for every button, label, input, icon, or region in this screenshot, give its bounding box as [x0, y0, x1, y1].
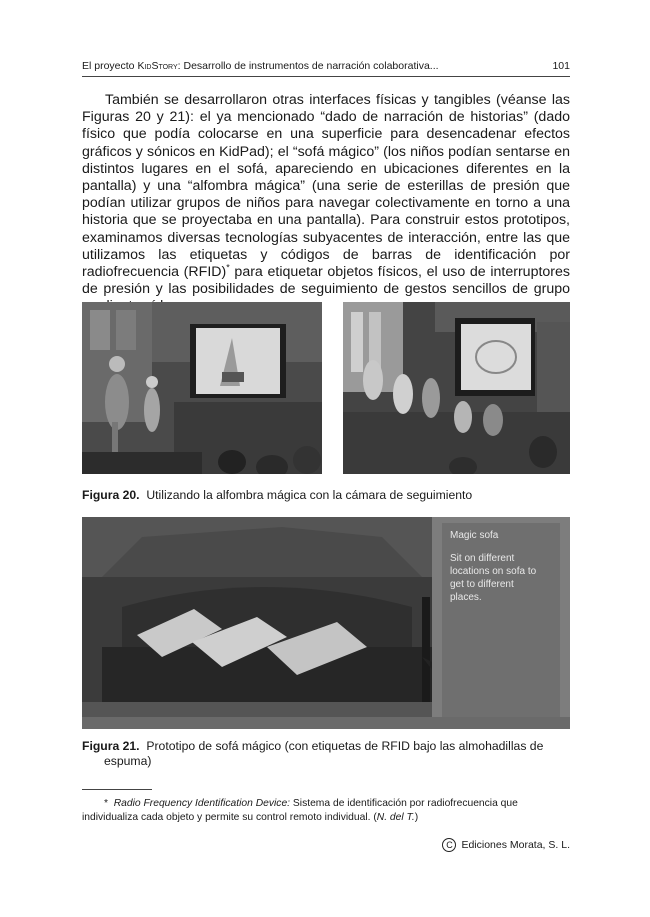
sign-title: Magic sofa [450, 530, 499, 541]
header-rule [82, 76, 570, 77]
footnote-mark: * [104, 798, 109, 809]
copyright-icon: C [442, 838, 456, 852]
figure-20-right-photo [343, 302, 570, 474]
figure-20-caption-text: Utilizando la alfombra mágica con la cámara de seguimiento [146, 488, 473, 502]
footnote: * Radio Frequency Identification Device: Sistema de identificación por radiofrecuencia que individualiza cada objeto y permite su control remoto individual. (N. del T.) [82, 798, 518, 823]
footnote-reference[interactable]: * [226, 262, 230, 273]
publisher-name: Ediciones Morata, S. L. [461, 839, 570, 851]
footnote-rule [82, 789, 152, 790]
figure-20-label: Figura 20. [82, 488, 140, 502]
figure-20-caption [82, 488, 570, 503]
figure-21-label: Figura 21. [82, 739, 140, 753]
running-title: El proyecto KidStory: Desarrollo de instrumentos de narración colaborativa... [82, 60, 439, 72]
running-head [82, 60, 570, 72]
figure-21-caption-line2: espuma) [104, 754, 152, 768]
body-paragraph: También se desarrollaron otras interfaces físicas y tangibles (véanse las Figuras 20 y 21): el ya mencionado “dado de narración de historias” (dado físico que podía colocarse en una superficie para desencadenar efectos gráficos y sónicos en KidPad); el “sofá mágico” (los niños podían sentarse en distintos lugares en el sofá, apareciendo en ubicaciones diferentes en la pantalla) y una “alfombra mágica” (una serie de esterillas de presión que podían utilizar grupos de niños para navegar colectivamente en torno a una historia que se proyectaba en una pantalla). Para construir estos prototipos, examinamos diversas tecnologías subyacentes de interacción, entre las que utilizamos las etiquetas y códigos de barras de identificación por radiofrecuencia (RFID)* para etiquetar objetos físicos, el uso de interruptores de presión y las posibilidades de seguimiento de gestos sencillos de grupo [82, 92, 570, 298]
figure-21-photo [82, 517, 570, 729]
figure-21-caption [82, 739, 570, 769]
sign-body: Sit on different locations on sofa to get to different places. [450, 553, 537, 603]
magic-sofa-sign [450, 529, 546, 604]
figure-21-caption-line1: Prototipo de sofá mágico (con etiquetas de RFID bajo las almohadillas de [146, 739, 544, 753]
page-number: 101 [552, 60, 570, 72]
publisher-line [442, 838, 570, 852]
figure-20-left-photo [82, 302, 322, 474]
footnote-term: Radio Frequency Identification Device: [113, 798, 291, 809]
